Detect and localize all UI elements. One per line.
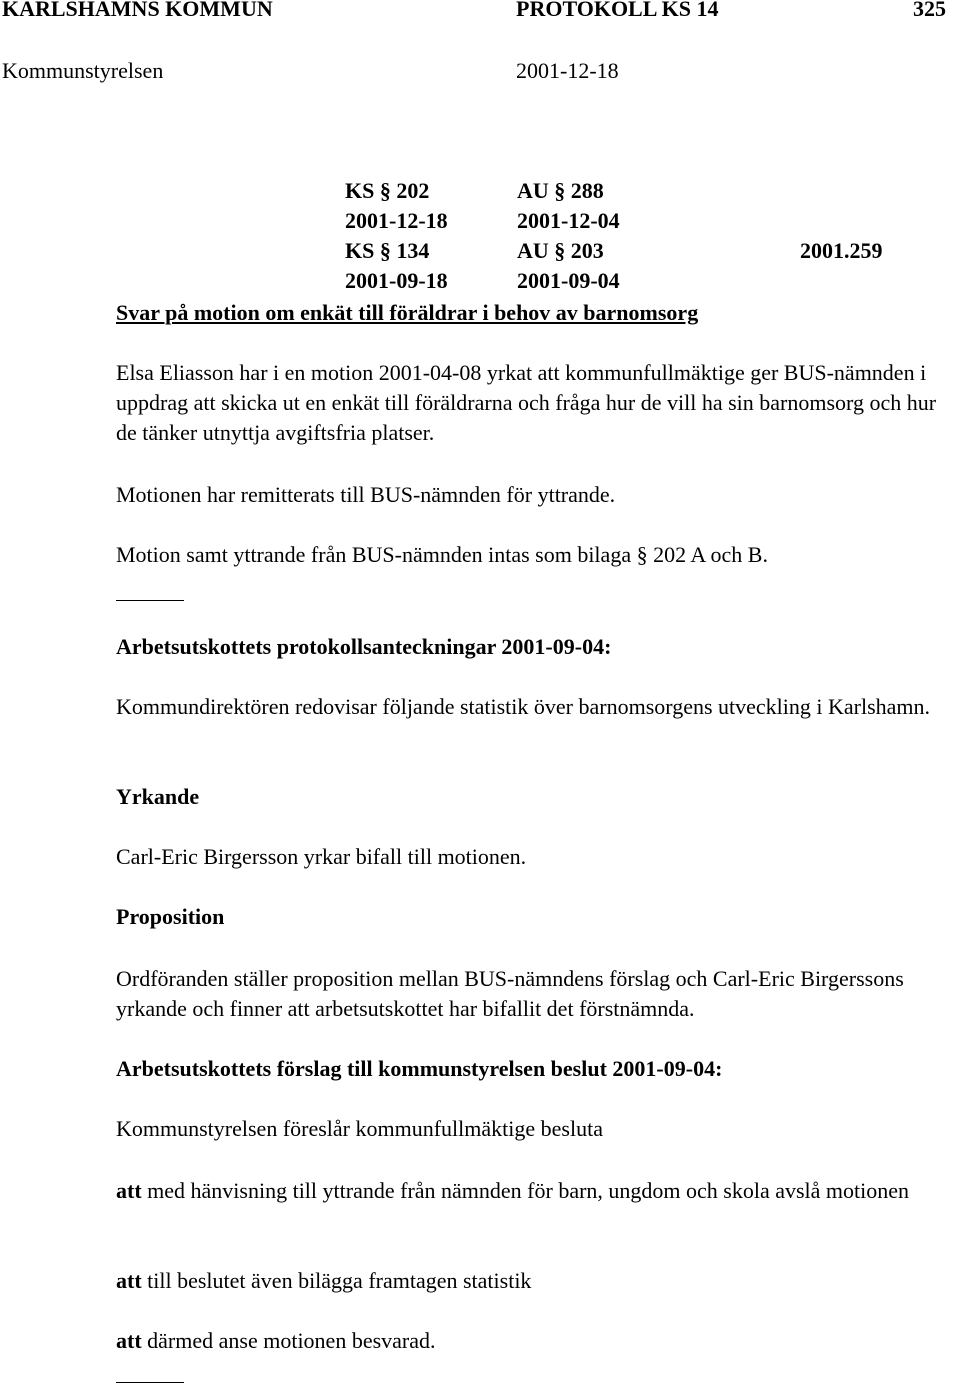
separator-line — [116, 600, 184, 601]
decision-item — [116, 1266, 946, 1296]
ref-au-current-date: 2001-12-04 — [517, 208, 620, 233]
motion-summary: Elsa Eliasson har i en motion 2001-04-08 yrkat att kommunfullmäktige ger BUS-nämnden i uppdrag att skicka ut en enkät till föräldrarna och fråga hur de vill ha sin barnomsorg och hur de tänker utnyttja avgiftsfria platser. — [116, 360, 937, 445]
claim-text: Carl-Eric Birgersson yrkar bifall till motionen. — [116, 844, 527, 869]
ref-ks-previous: KS § 134 — [345, 238, 430, 263]
committee-name: Kommunstyrelsen — [2, 58, 164, 83]
proposition-heading: Proposition — [116, 904, 225, 929]
page-number: 325 — [913, 0, 946, 21]
meeting-date: 2001-12-18 — [516, 58, 619, 83]
diary-number: 2001.259 — [800, 238, 883, 263]
decision-keyword: att — [116, 1268, 142, 1293]
decision-item — [116, 1176, 946, 1206]
proposal-intro: Kommunstyrelsen föreslår kommunfullmäktige besluta — [116, 1116, 603, 1141]
decision-keyword: att — [116, 1328, 142, 1353]
ref-ks-previous-date: 2001-09-18 — [345, 268, 448, 293]
ref-au-previous-date: 2001-09-04 — [517, 268, 620, 293]
decision-text: därmed anse motionen besvarad. — [141, 1328, 436, 1353]
end-separator-line — [116, 1382, 184, 1383]
statistics-text: Kommundirektören redovisar följande statistik över barnomsorgens utveckling i Karlshamn. — [116, 694, 931, 719]
ref-ks-current: KS § 202 — [345, 178, 430, 203]
ref-au-previous: AU § 203 — [517, 238, 604, 263]
decision-text: till beslutet även bilägga framtagen statistik — [141, 1268, 532, 1293]
au-notes-heading: Arbetsutskottets protokollsanteckningar 2001-09-04: — [116, 634, 612, 659]
ref-ks-current-date: 2001-12-18 — [345, 208, 448, 233]
organization-name: KARLSHAMNS KOMMUN — [2, 0, 273, 21]
decision-text: med hänvisning till yttrande från nämnden för barn, ungdom och skola avslå motionen — [141, 1178, 910, 1203]
au-proposal-heading: Arbetsutskottets förslag till kommunstyrelsen beslut 2001-09-04: — [116, 1056, 723, 1081]
proposition-text: Ordföranden ställer proposition mellan BUS-nämndens förslag och Carl-Eric Birgerssons yrkande och finner att arbetsutskottet har bifallit det förstnämnda. — [116, 966, 904, 1021]
decision-item — [116, 1326, 946, 1356]
document-title: PROTOKOLL KS 14 — [516, 0, 719, 21]
decision-keyword: att — [116, 1178, 142, 1203]
claim-heading: Yrkande — [116, 784, 200, 809]
attachment-text: Motion samt yttrande från BUS-nämnden intas som bilaga § 202 A och B. — [116, 542, 768, 567]
referral-text: Motionen har remitterats till BUS-nämnden för yttrande. — [116, 482, 616, 507]
ref-au-current: AU § 288 — [517, 178, 604, 203]
matter-title: Svar på motion om enkät till föräldrar i behov av barnomsorg — [116, 300, 699, 325]
